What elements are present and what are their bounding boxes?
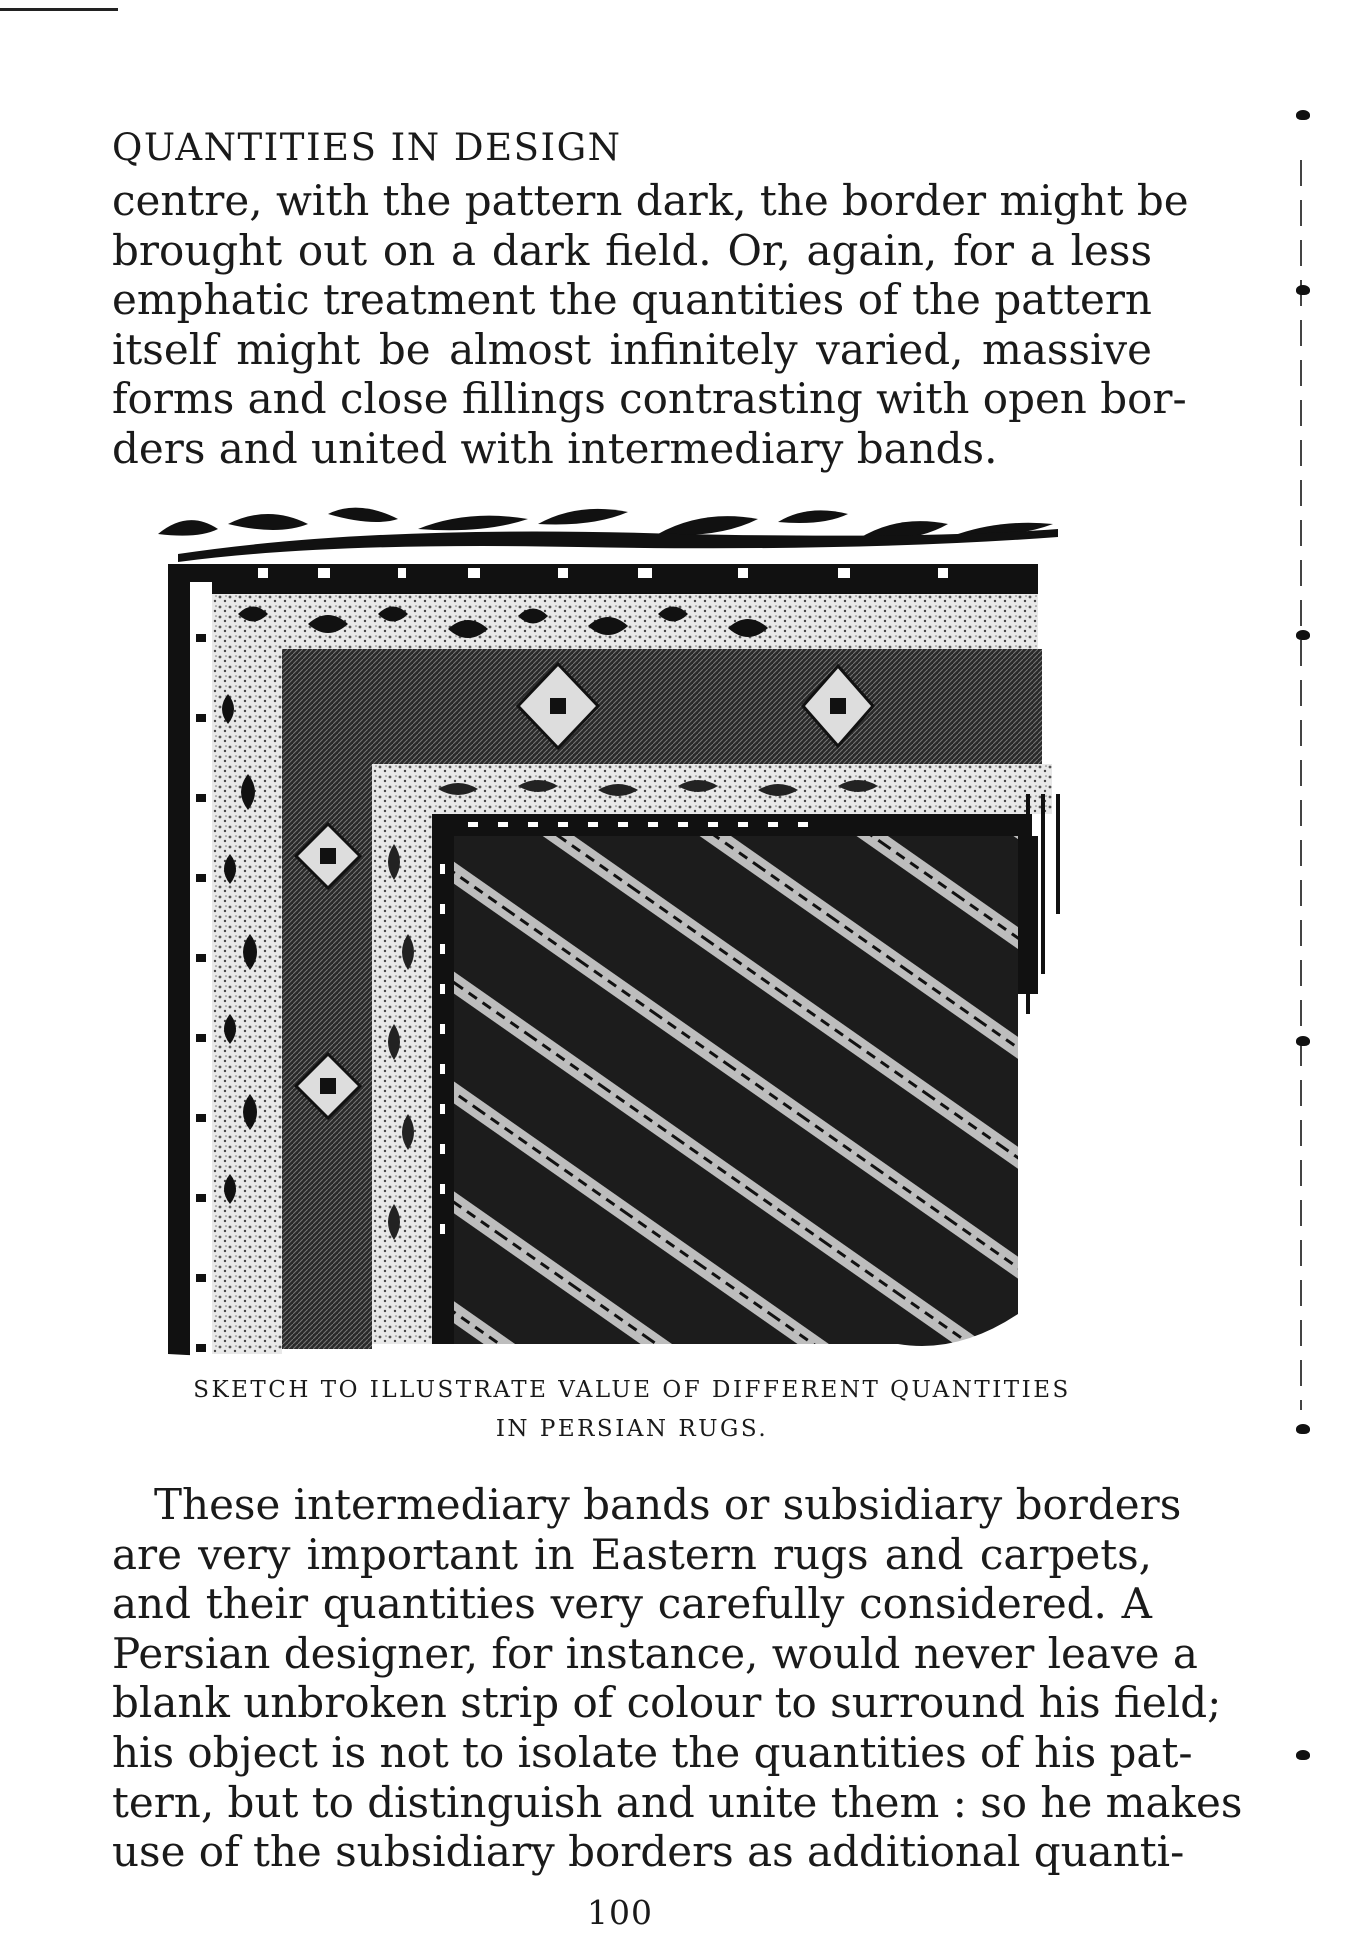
- text-line: blank unbroken strip of colour to surround his field;: [112, 1678, 1222, 1728]
- text-line: are very important in Eastern rugs and carpets,: [112, 1529, 1152, 1579]
- text-line: his object is not to isolate the quantities of his pat-: [112, 1727, 1193, 1777]
- thin-dark-band: [432, 814, 1032, 836]
- binding-edge-rule: [1300, 160, 1302, 1410]
- text-line: use of the subsidiary borders as additional quanti-: [112, 1827, 1185, 1877]
- margin-ornament: [1296, 1036, 1310, 1046]
- running-head: QUANTITIES IN DESIGN: [112, 126, 622, 169]
- thin-dark-band-side: [432, 814, 454, 1344]
- text-line: tern, but to distinguish and unite them : so he makes: [112, 1777, 1243, 1827]
- text-line: brought out on a dark field. Or, again, for a less: [112, 225, 1152, 275]
- scan-edge-mark: [0, 8, 118, 11]
- margin-ornament: [1296, 285, 1310, 295]
- text-line: Persian designer, for instance, would never leave a: [112, 1628, 1198, 1678]
- page-number: 100: [587, 1893, 653, 1932]
- rug-illustration: [138, 494, 1108, 1374]
- margin-ornament: [1296, 1424, 1310, 1434]
- paragraph-bottom: [112, 1480, 1243, 1877]
- text-line: These intermediary bands or subsidiary borders: [154, 1480, 1182, 1529]
- paragraph-top: [112, 176, 1189, 474]
- text-line: emphatic treatment the quantities of the pattern: [112, 275, 1152, 325]
- text-line: itself might be almost infinitely varied, massive: [112, 324, 1152, 374]
- figure-caption-line-2: IN PERSIAN RUGS.: [495, 1416, 769, 1442]
- margin-ornament: [1296, 1750, 1310, 1760]
- margin-ornament: [1296, 630, 1310, 640]
- text-line: ders and united with intermediary bands.: [112, 423, 998, 473]
- margin-ornament: [1296, 110, 1310, 120]
- text-line: and their quantities very carefully considered. A: [112, 1579, 1152, 1629]
- text-line: centre, with the pattern dark, the border might be: [112, 176, 1189, 225]
- figure-caption-line-1: SKETCH TO ILLUSTRATE VALUE OF DIFFERENT QUANTITIES: [193, 1377, 1071, 1403]
- rug-fringe: [158, 508, 1058, 562]
- central-field: [454, 794, 1058, 1346]
- text-line: forms and close fillings contrasting with open bor-: [112, 374, 1187, 424]
- persian-rug-sketch: [138, 494, 1108, 1374]
